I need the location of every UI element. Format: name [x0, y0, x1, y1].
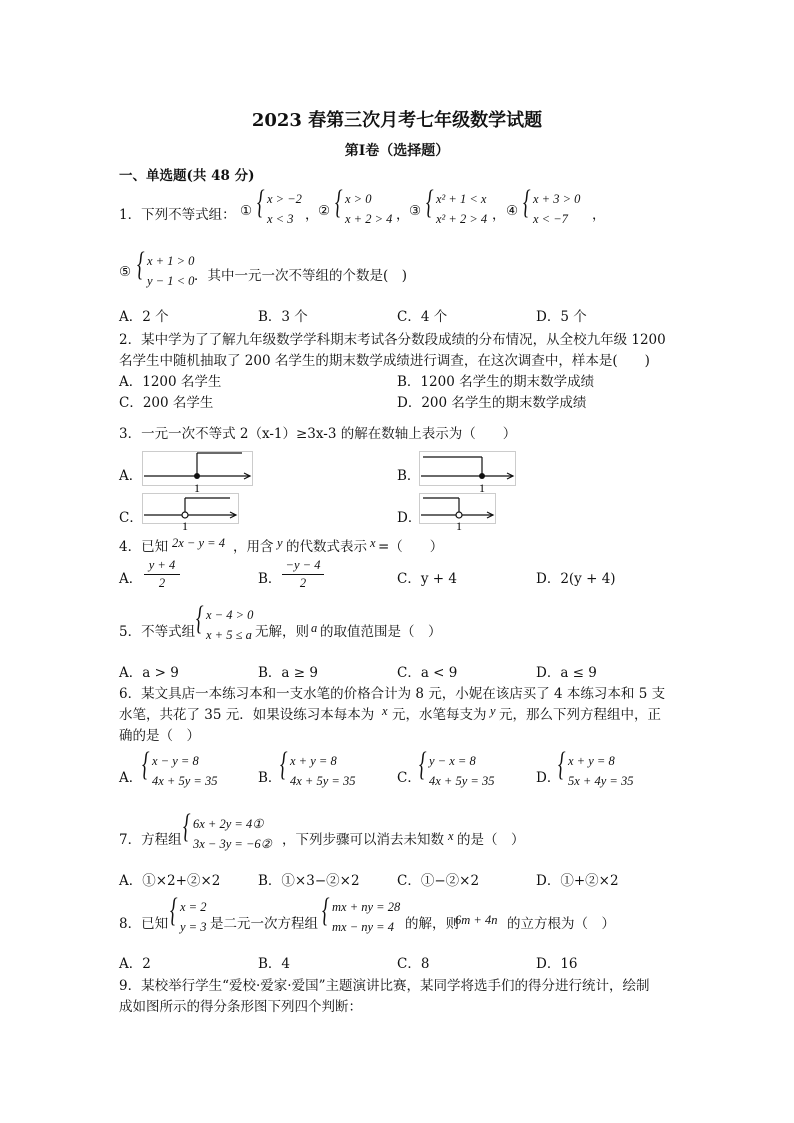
q1-prefix: 1．下列不等式组： — [119, 207, 236, 223]
svg-text:1: 1 — [194, 481, 200, 494]
svg-text:1: 1 — [479, 481, 485, 494]
q7-mid: ，下列步骤可以消去未知数 — [282, 832, 444, 848]
q7-option-b: B．①×3−②×2 — [258, 873, 360, 889]
q3-number-line-b — [419, 446, 519, 494]
q1-suffix: ．其中一元一次不等组的个数是( ) — [194, 268, 408, 284]
q9-line-1: 9．某校举行学生“爱校·爱家·爱国”主题演讲比赛，某同学将选手们的得分进行统计，绘制 — [119, 978, 650, 994]
q5-option-c: C．a < 9 — [397, 665, 458, 681]
q7-prefix: 7．方程组 — [119, 832, 182, 848]
q1-comma: ， — [305, 207, 319, 223]
q1-circle-3: ③ — [409, 203, 422, 219]
q2-option-d: D．200 名学生的期末数学成绩 — [397, 395, 587, 411]
q6-line-2c: 元，那么下列方程组中，正 — [499, 707, 661, 723]
q5-prefix: 5．不等式组 — [119, 624, 196, 640]
q3-number-line-a — [142, 446, 256, 494]
q7-post: 的是（ ） — [457, 832, 525, 848]
q8-prefix: 8．已知 — [119, 916, 169, 932]
q5-var-a: a — [311, 621, 318, 635]
q4-post: =（ ） — [378, 539, 444, 555]
svg-text:1: 1 — [182, 519, 188, 532]
q3-label-a: A． — [119, 468, 143, 484]
q4-equation: 2x − y = 4 — [172, 536, 225, 550]
q5-mid: 无解，则 — [255, 624, 309, 640]
q4-var-y: y — [277, 536, 283, 550]
q6-label-c: C． — [397, 770, 421, 786]
q3-label-c: C． — [119, 510, 143, 526]
q1-comma: ， — [396, 207, 410, 223]
section-heading: 一、单选题(共 48 分) — [119, 168, 255, 184]
q4-var-x: x — [370, 536, 376, 550]
q6-var-x: x — [382, 704, 388, 718]
q8-mid: 是二元一次方程组 — [210, 916, 318, 932]
q8-option-c: C．8 — [397, 956, 430, 972]
q2-option-c: C．200 名学生 — [119, 395, 214, 411]
q7-var-x: x — [448, 829, 454, 843]
q1-circle-2: ② — [318, 203, 331, 219]
q4-option-b-fraction: −y − 4 2 — [282, 558, 324, 591]
q1-comma: ， — [492, 207, 506, 223]
q2-line-2: 名学生中随机抽取了 200 名学生的期末数学成绩进行调查，在这次调查中，样本是( ) — [119, 353, 650, 369]
q6-line-2b: 元，水笔每支为 — [392, 707, 487, 723]
q6-var-y: y — [490, 704, 496, 718]
q6-label-b: B． — [258, 770, 282, 786]
q4-mid2: 的代数式表示 — [286, 539, 367, 555]
page-subtitle: 第Ⅰ卷（选择题） — [344, 143, 450, 159]
q1-circle-1: ① — [240, 203, 253, 219]
q3-label-b: B． — [397, 468, 421, 484]
q4-option-a-label: A． — [119, 571, 143, 587]
q6-label-a: A． — [119, 770, 143, 786]
q6-line-3: 确的是（ ） — [119, 728, 200, 744]
q3-number-line-d — [419, 490, 499, 532]
q3-label-d: D． — [397, 510, 422, 526]
q9-line-2: 成如图所示的得分条形图下列四个判断： — [119, 999, 362, 1015]
q4-option-a-fraction: y + 4 2 — [144, 558, 180, 591]
q1-option-a: A．2 个 — [119, 309, 169, 325]
q5-option-b: B．a ≥ 9 — [258, 665, 318, 681]
q1-option-c: C．4 个 — [397, 309, 448, 325]
q4-option-d: D．2(y + 4) — [536, 571, 616, 587]
q7-option-d: D．①+②×2 — [536, 873, 619, 889]
q5-option-a: A．a > 9 — [119, 665, 179, 681]
q8-option-b: B．4 — [258, 956, 291, 972]
q3-number-line-c — [142, 490, 242, 532]
q1-circle-4: ④ — [506, 203, 519, 219]
q4-mid: ，用含 — [233, 539, 274, 555]
q5-option-d: D．a ≤ 9 — [536, 665, 597, 681]
q5-post: 的取值范围是（ ） — [320, 624, 442, 640]
q2-line-1: 2．某中学为了了解九年级数学学科期末考试各分数段成绩的分布情况，从全校九年级 1200 — [119, 332, 666, 348]
q8-mid2: 的解，则 — [405, 916, 459, 932]
q6-label-d: D． — [536, 770, 561, 786]
q6-line-2a: 水笔，共花了 35 元．如果设练习本每本为 — [119, 707, 375, 723]
q7-option-a: A．①×2+②×2 — [119, 873, 221, 889]
page-title: 2023 春第三次月考七年级数学试题 — [251, 110, 543, 131]
q1-comma: ， — [592, 207, 606, 223]
q3-question: 3．一元一次不等式 2（x-1）≥3x-3 的解在数轴上表示为（ ） — [119, 426, 517, 442]
q4-option-c: C．y + 4 — [397, 571, 457, 587]
q8-post: 的立方根为（ ） — [507, 916, 615, 932]
q8-expression: 6m + 4n — [455, 913, 498, 927]
q4-prefix: 4．已知 — [119, 539, 169, 555]
q2-option-a: A．1200 名学生 — [119, 374, 222, 390]
q4-option-b-label: B． — [258, 571, 282, 587]
q1-option-b: B．3 个 — [258, 309, 308, 325]
q8-option-d: D．16 — [536, 956, 578, 972]
q1-option-d: D．5 个 — [536, 309, 587, 325]
q6-line-1: 6．某文具店一本练习本和一支水笔的价格合计为 8 元，小妮在该店买了 4 本练习本和 5 支 — [119, 686, 666, 702]
q8-option-a: A．2 — [119, 956, 151, 972]
q1-circle-5: ⑤ — [119, 264, 132, 280]
q2-option-b: B．1200 名学生的期末数学成绩 — [397, 374, 595, 390]
q7-option-c: C．①−②×2 — [397, 873, 480, 889]
svg-text:1: 1 — [456, 519, 462, 532]
